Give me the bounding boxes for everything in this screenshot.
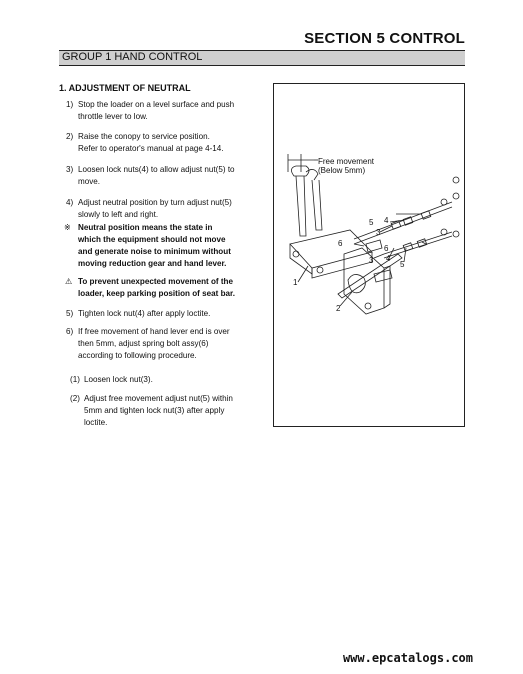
- footer-watermark[interactable]: www.epcatalogs.com: [342, 651, 473, 665]
- step-text: according to following procedure.: [78, 351, 197, 360]
- substep-number: (2): [70, 394, 80, 403]
- substep-text: Loosen lock nut(3).: [84, 375, 153, 384]
- warning-icon: ⚠: [65, 277, 73, 286]
- hand-control-diagram: [273, 83, 465, 427]
- callout-5: 5: [369, 218, 374, 227]
- warning-text: To prevent unexpected movement of the: [78, 277, 234, 286]
- step-number: 4): [66, 198, 74, 207]
- callout-2: 2: [336, 304, 341, 313]
- step-number: 2): [66, 132, 74, 141]
- callout-1: 1: [293, 278, 298, 287]
- step-number: 1): [66, 100, 74, 109]
- procedure-heading: 1. ADJUSTMENT OF NEUTRAL: [59, 83, 191, 93]
- free-movement-limit: (Below 5mm): [318, 166, 366, 175]
- callout-5b: 5: [400, 260, 405, 269]
- step-text: then 5mm, adjust spring bolt assy(6): [78, 339, 209, 348]
- note-text: Neutral position means the state in: [78, 223, 213, 232]
- callout-3: 3: [376, 228, 381, 237]
- step-number: 6): [66, 327, 74, 336]
- callout-3b: 3: [369, 256, 374, 265]
- step-text: move.: [78, 177, 101, 186]
- substep-text: 5mm and tighten lock nut(3) after apply: [84, 406, 225, 415]
- step-text: throttle lever to low.: [78, 112, 148, 121]
- note-text: which the equipment should not move: [78, 235, 226, 244]
- note-text: moving reduction gear and hand lever.: [78, 259, 227, 268]
- warning-text: loader, keep parking position of seat bar.: [78, 289, 235, 298]
- section-title: SECTION 5 CONTROL: [304, 30, 465, 47]
- note-mark: ※: [64, 223, 71, 232]
- step-text: Loosen lock nuts(4) to allow adjust nut(5) to: [78, 165, 235, 174]
- step-text: Tighten lock nut(4) after apply loctite.: [78, 309, 211, 318]
- group-title: GROUP 1 HAND CONTROL: [62, 51, 203, 63]
- step-text: slowly to left and right.: [78, 210, 159, 219]
- substep-text: loctite.: [84, 418, 108, 427]
- callout-4b: 4: [386, 254, 391, 263]
- step-text: If free movement of hand lever end is over: [78, 327, 230, 336]
- note-text: and generate noise to minimum without: [78, 247, 231, 256]
- step-text: Raise the conopy to service position.: [78, 132, 210, 141]
- callout-6b: 6: [384, 244, 389, 253]
- step-number: 5): [66, 309, 74, 318]
- free-movement-label: Free movement: [318, 157, 375, 166]
- callout-6: 6: [338, 239, 343, 248]
- step-text: Adjust neutral position by turn adjust nut(5): [78, 198, 232, 207]
- substep-number: (1): [70, 375, 80, 384]
- substep-text: Adjust free movement adjust nut(5) within: [84, 394, 233, 403]
- step-number: 3): [66, 165, 74, 174]
- callout-4: 4: [384, 216, 389, 225]
- step-text: Refer to operator's manual at page 4-14.: [78, 144, 224, 153]
- step-text: Stop the loader on a level surface and push: [78, 100, 235, 109]
